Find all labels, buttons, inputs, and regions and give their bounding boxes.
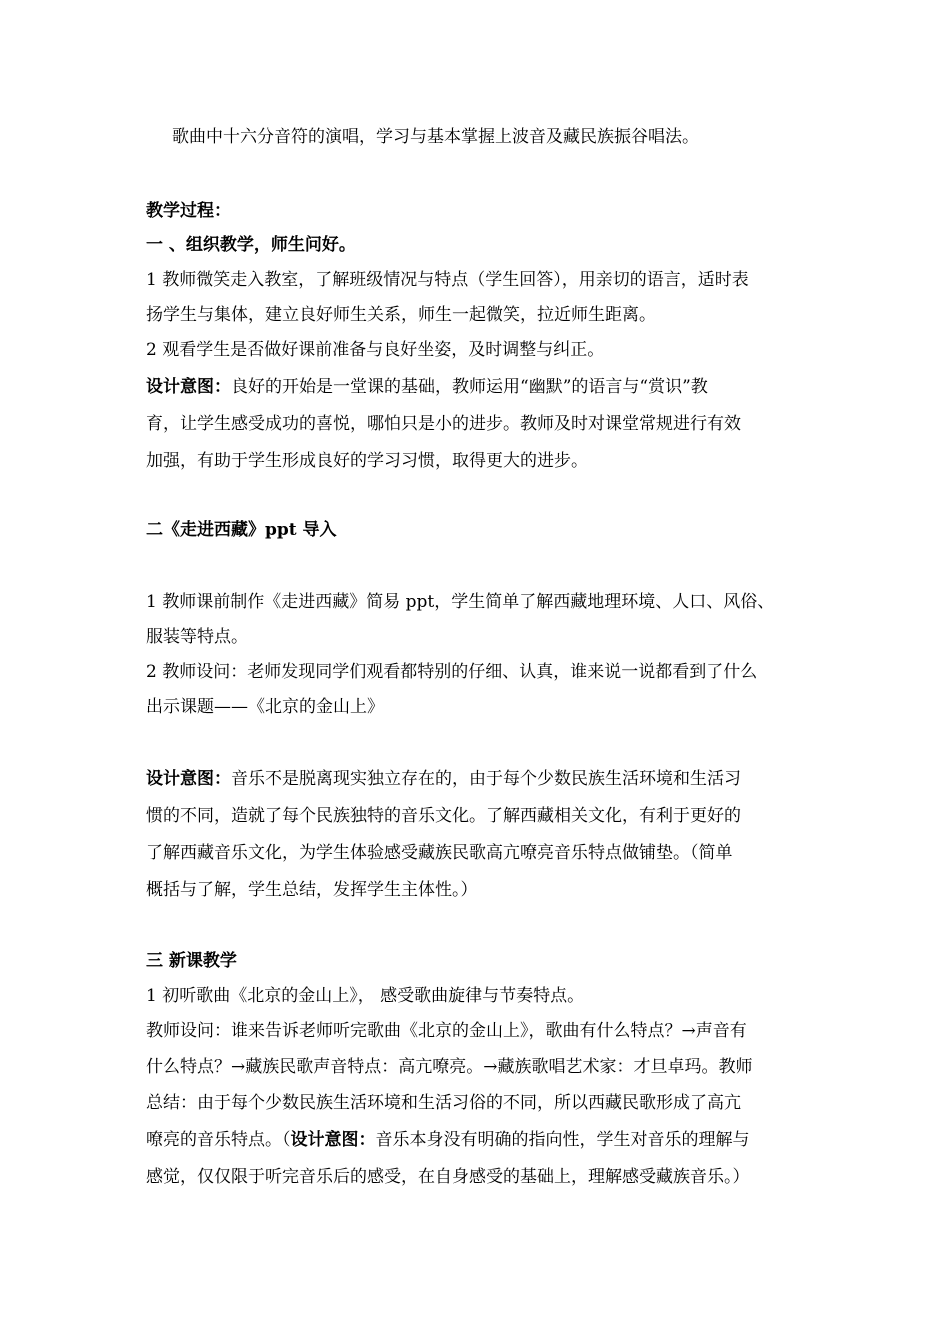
intent-text: 音乐不是脱离现实独立存在的，由于每个少数民族生活环境和生活习 <box>231 769 741 789</box>
section3-question-line1: 教师设问：谁来告诉老师听完歌曲《北京的金山上》，歌曲有什么特点？→声音有 <box>146 1021 747 1041</box>
section2-item1-line1: 1 教师课前制作《走进西藏》简易 ppt，学生简单了解西藏地理环境、人口、风俗、 <box>146 592 775 612</box>
section1-item1-line1: 1 教师微笑走入教室，了解班级情况与特点（学生回答），用亲切的语言，适时表 <box>146 270 749 290</box>
section1-heading: 一 、组织教学，师生问好。 <box>146 235 356 255</box>
section1-intent-line3: 加强，有助于学生形成良好的学习习惯，取得更大的进步。 <box>146 451 588 471</box>
section1-item1-line2: 扬学生与集体，建立良好师生关系，师生一起微笑，拉近师生距离。 <box>146 305 656 325</box>
section1-item2: 2 观看学生是否做好课前准备与良好坐姿，及时调整与纠正。 <box>146 340 605 360</box>
section2-intent-line2: 惯的不同，造就了每个民族独特的音乐文化。了解西藏相关文化，有利于更好的 <box>146 806 741 826</box>
section2-intent-line1 <box>146 768 816 790</box>
section1-intent-line1 <box>146 376 816 398</box>
section3-item1: 1 初听歌曲《北京的金山上》， 感受歌曲旋律与节奏特点。 <box>146 986 585 1006</box>
section2-heading: 二《走进西藏》ppt 导入 <box>146 520 337 540</box>
section1-intent-line2: 育，让学生感受成功的喜悦，哪怕只是小的进步。教师及时对课堂常规进行有效 <box>146 414 741 434</box>
section2-intent-line3: 了解西藏音乐文化，为学生体验感受藏族民歌高亢嘹亮音乐特点做铺垫。（简单 <box>146 843 733 863</box>
question-text: 嘹亮的音乐特点。（ <box>146 1130 291 1150</box>
section3-question-line3: 总结：由于每个少数民族生活环境和生活习俗的不同，所以西藏民歌形成了高亢 <box>146 1093 741 1113</box>
section2-intent-line4: 概括与了解，学生总结，发挥学生主体性。） <box>146 880 478 900</box>
intent-label: 设计意图： <box>290 1130 376 1150</box>
intent-label: 设计意图： <box>146 377 231 397</box>
section3-question-line2: 什么特点？→藏族民歌声音特点：高亢嘹亮。→藏族歌唱艺术家：才旦卓玛。教师 <box>146 1057 753 1077</box>
intent-text: 良好的开始是一堂课的基础，教师运用“幽默”的语言与“赏识”教 <box>231 377 708 397</box>
section3-heading: 三 新课教学 <box>146 951 237 971</box>
process-heading: 教学过程： <box>146 201 231 221</box>
section3-question-line5: 感觉，仅仅限于听完音乐后的感受，在自身感受的基础上，理解感受藏族音乐。） <box>146 1167 750 1187</box>
section2-item1-line2: 服装等特点。 <box>146 627 248 647</box>
intent-text: 音乐本身没有明确的指向性，学生对音乐的理解与 <box>375 1130 750 1150</box>
section3-question-line4 <box>146 1129 816 1151</box>
section2-item2-line1: 2 教师设问：老师发现同学们观看都特别的仔细、认真，谁来说一说都看到了什么 <box>146 662 758 682</box>
intent-label: 设计意图： <box>146 769 231 789</box>
intro-line: 歌曲中十六分音符的演唱，学习与基本掌握上波音及藏民族振谷唱法。 <box>172 127 699 147</box>
section2-item2-line2: 出示课题——《北京的金山上》 <box>146 697 384 717</box>
